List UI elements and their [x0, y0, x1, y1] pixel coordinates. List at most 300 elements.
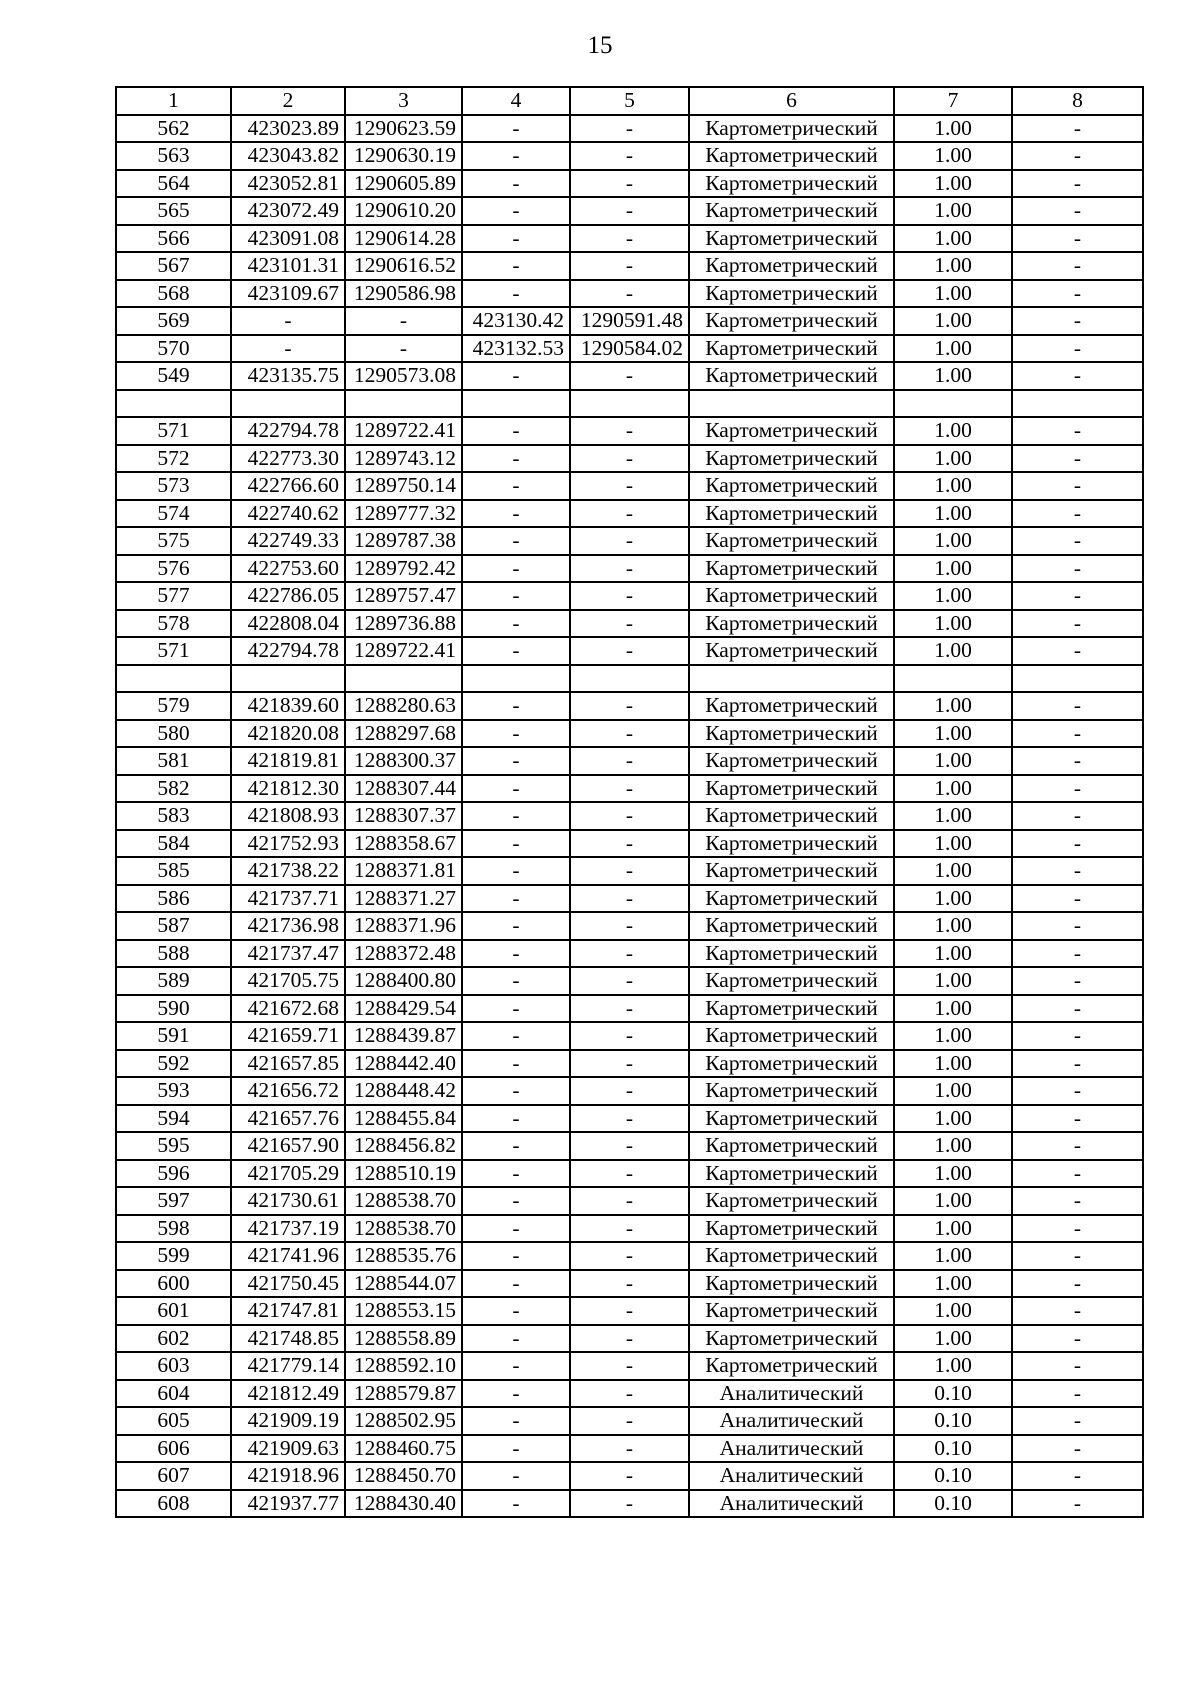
x-coordinate-cell: 423023.89 — [231, 115, 345, 143]
point-number-cell — [116, 390, 231, 418]
accuracy-cell: 1.00 — [894, 912, 1012, 940]
y-coordinate-cell: 1290610.20 — [345, 197, 462, 225]
table-header — [116, 87, 1143, 115]
table-row — [116, 335, 1143, 363]
accuracy-cell: 1.00 — [894, 445, 1012, 473]
method-cell: Аналитический — [689, 1490, 894, 1518]
point-number-cell: 598 — [116, 1215, 231, 1243]
table-row — [116, 115, 1143, 143]
point-number-cell: 592 — [116, 1050, 231, 1078]
table-row — [116, 555, 1143, 583]
x-alt-coordinate-cell: 423132.53 — [462, 335, 570, 363]
y-alt-coordinate-cell: - — [570, 802, 689, 830]
table-row — [116, 280, 1143, 308]
note-cell: - — [1012, 857, 1143, 885]
note-cell: - — [1012, 225, 1143, 253]
x-coordinate-cell: 423072.49 — [231, 197, 345, 225]
y-alt-coordinate-cell — [570, 390, 689, 418]
table-row — [116, 747, 1143, 775]
column-header: 1 — [116, 87, 231, 115]
y-coordinate-cell: 1288579.87 — [345, 1380, 462, 1408]
table-row — [116, 1132, 1143, 1160]
point-number-cell: 572 — [116, 445, 231, 473]
method-cell: Картометрический — [689, 1242, 894, 1270]
y-coordinate-cell: 1288372.48 — [345, 940, 462, 968]
column-header: 5 — [570, 87, 689, 115]
point-number-cell: 587 — [116, 912, 231, 940]
x-alt-coordinate-cell: - — [462, 802, 570, 830]
x-alt-coordinate-cell: - — [462, 1297, 570, 1325]
point-number-cell: 567 — [116, 252, 231, 280]
y-coordinate-cell: 1289777.32 — [345, 500, 462, 528]
accuracy-cell: 1.00 — [894, 1077, 1012, 1105]
point-number-cell: 564 — [116, 170, 231, 198]
table-row — [116, 252, 1143, 280]
x-coordinate-cell: 421839.60 — [231, 692, 345, 720]
method-cell: Картометрический — [689, 885, 894, 913]
note-cell: - — [1012, 527, 1143, 555]
y-coordinate-cell: - — [345, 335, 462, 363]
table-row — [116, 610, 1143, 638]
table-row — [116, 1325, 1143, 1353]
point-number-cell: 583 — [116, 802, 231, 830]
method-cell: Картометрический — [689, 940, 894, 968]
x-coordinate-cell: 421820.08 — [231, 720, 345, 748]
y-alt-coordinate-cell: 1290584.02 — [570, 335, 689, 363]
y-alt-coordinate-cell: - — [570, 857, 689, 885]
y-alt-coordinate-cell: - — [570, 1022, 689, 1050]
y-alt-coordinate-cell: - — [570, 225, 689, 253]
point-number-cell: 601 — [116, 1297, 231, 1325]
y-alt-coordinate-cell: - — [570, 1462, 689, 1490]
y-alt-coordinate-cell: - — [570, 1187, 689, 1215]
accuracy-cell: 1.00 — [894, 1050, 1012, 1078]
x-alt-coordinate-cell: - — [462, 1435, 570, 1463]
x-coordinate-cell: 421657.85 — [231, 1050, 345, 1078]
note-cell: - — [1012, 1187, 1143, 1215]
y-coordinate-cell: 1288448.42 — [345, 1077, 462, 1105]
x-alt-coordinate-cell: - — [462, 747, 570, 775]
y-alt-coordinate-cell: - — [570, 1077, 689, 1105]
point-number-cell: 590 — [116, 995, 231, 1023]
note-cell: - — [1012, 637, 1143, 665]
y-coordinate-cell: 1289722.41 — [345, 637, 462, 665]
x-coordinate-cell: 422749.33 — [231, 527, 345, 555]
x-alt-coordinate-cell: - — [462, 1050, 570, 1078]
accuracy-cell: 1.00 — [894, 802, 1012, 830]
table-row — [116, 1297, 1143, 1325]
accuracy-cell: 1.00 — [894, 500, 1012, 528]
accuracy-cell: 0.10 — [894, 1435, 1012, 1463]
accuracy-cell: 1.00 — [894, 1325, 1012, 1353]
x-coordinate-cell: 421705.29 — [231, 1160, 345, 1188]
x-alt-coordinate-cell: - — [462, 115, 570, 143]
y-coordinate-cell: 1288371.27 — [345, 885, 462, 913]
y-coordinate-cell: - — [345, 307, 462, 335]
y-alt-coordinate-cell: - — [570, 1105, 689, 1133]
y-coordinate-cell: 1288450.70 — [345, 1462, 462, 1490]
x-coordinate-cell: 422773.30 — [231, 445, 345, 473]
y-coordinate-cell: 1289743.12 — [345, 445, 462, 473]
y-alt-coordinate-cell: - — [570, 720, 689, 748]
accuracy-cell: 1.00 — [894, 1215, 1012, 1243]
x-coordinate-cell: 423135.75 — [231, 362, 345, 390]
accuracy-cell: 1.00 — [894, 252, 1012, 280]
note-cell: - — [1012, 967, 1143, 995]
point-number-cell: 588 — [116, 940, 231, 968]
note-cell: - — [1012, 1435, 1143, 1463]
table-row — [116, 225, 1143, 253]
note-cell: - — [1012, 142, 1143, 170]
table-row — [116, 500, 1143, 528]
accuracy-cell: 1.00 — [894, 1270, 1012, 1298]
x-coordinate-cell: 421657.90 — [231, 1132, 345, 1160]
method-cell: Картометрический — [689, 1325, 894, 1353]
note-cell: - — [1012, 197, 1143, 225]
x-coordinate-cell: 421812.49 — [231, 1380, 345, 1408]
note-cell: - — [1012, 1132, 1143, 1160]
note-cell: - — [1012, 1380, 1143, 1408]
table-row — [116, 940, 1143, 968]
x-alt-coordinate-cell: - — [462, 1077, 570, 1105]
coordinates-table — [115, 86, 1144, 1518]
x-alt-coordinate-cell: - — [462, 142, 570, 170]
method-cell: Картометрический — [689, 472, 894, 500]
y-alt-coordinate-cell: - — [570, 967, 689, 995]
x-alt-coordinate-cell: - — [462, 1105, 570, 1133]
table-row — [116, 830, 1143, 858]
y-coordinate-cell: 1290586.98 — [345, 280, 462, 308]
x-coordinate-cell: 421705.75 — [231, 967, 345, 995]
table-row — [116, 1022, 1143, 1050]
note-cell: - — [1012, 1077, 1143, 1105]
x-alt-coordinate-cell: - — [462, 1407, 570, 1435]
table-row — [116, 1077, 1143, 1105]
point-number-cell: 585 — [116, 857, 231, 885]
accuracy-cell: 1.00 — [894, 582, 1012, 610]
note-cell: - — [1012, 500, 1143, 528]
table-row — [116, 142, 1143, 170]
x-coordinate-cell: 421750.45 — [231, 1270, 345, 1298]
table-row — [116, 417, 1143, 445]
y-alt-coordinate-cell: - — [570, 1050, 689, 1078]
x-alt-coordinate-cell: - — [462, 362, 570, 390]
point-number-cell: 589 — [116, 967, 231, 995]
accuracy-cell: 1.00 — [894, 417, 1012, 445]
y-alt-coordinate-cell: - — [570, 610, 689, 638]
x-alt-coordinate-cell — [462, 390, 570, 418]
x-coordinate-cell: 421752.93 — [231, 830, 345, 858]
y-alt-coordinate-cell: - — [570, 527, 689, 555]
accuracy-cell: 1.00 — [894, 637, 1012, 665]
method-cell: Картометрический — [689, 1352, 894, 1380]
accuracy-cell — [894, 665, 1012, 693]
note-cell: - — [1012, 1160, 1143, 1188]
point-number-cell: 606 — [116, 1435, 231, 1463]
method-cell: Картометрический — [689, 555, 894, 583]
point-number-cell: 578 — [116, 610, 231, 638]
table-row — [116, 1105, 1143, 1133]
table-row — [116, 1435, 1143, 1463]
y-coordinate-cell: 1288460.75 — [345, 1435, 462, 1463]
y-alt-coordinate-cell: - — [570, 1160, 689, 1188]
table-row — [116, 445, 1143, 473]
point-number-cell: 570 — [116, 335, 231, 363]
accuracy-cell: 1.00 — [894, 307, 1012, 335]
x-coordinate-cell: 423052.81 — [231, 170, 345, 198]
point-number-cell: 581 — [116, 747, 231, 775]
method-cell: Аналитический — [689, 1380, 894, 1408]
y-coordinate-cell: 1288358.67 — [345, 830, 462, 858]
method-cell: Картометрический — [689, 720, 894, 748]
accuracy-cell: 1.00 — [894, 527, 1012, 555]
point-number-cell: 580 — [116, 720, 231, 748]
y-coordinate-cell: 1288297.68 — [345, 720, 462, 748]
y-coordinate-cell: 1288429.54 — [345, 995, 462, 1023]
accuracy-cell — [894, 390, 1012, 418]
table-row — [116, 1160, 1143, 1188]
note-cell: - — [1012, 1270, 1143, 1298]
note-cell: - — [1012, 1325, 1143, 1353]
table-row — [116, 857, 1143, 885]
table-row — [116, 1215, 1143, 1243]
y-coordinate-cell: 1288307.37 — [345, 802, 462, 830]
method-cell: Картометрический — [689, 225, 894, 253]
accuracy-cell: 1.00 — [894, 280, 1012, 308]
y-coordinate-cell — [345, 665, 462, 693]
accuracy-cell: 1.00 — [894, 830, 1012, 858]
note-cell: - — [1012, 1352, 1143, 1380]
x-coordinate-cell: 421918.96 — [231, 1462, 345, 1490]
note-cell: - — [1012, 445, 1143, 473]
note-cell: - — [1012, 720, 1143, 748]
x-alt-coordinate-cell: - — [462, 857, 570, 885]
point-number-cell: 593 — [116, 1077, 231, 1105]
note-cell — [1012, 390, 1143, 418]
point-number-cell: 565 — [116, 197, 231, 225]
y-coordinate-cell: 1290605.89 — [345, 170, 462, 198]
point-number-cell: 582 — [116, 775, 231, 803]
note-cell: - — [1012, 747, 1143, 775]
x-alt-coordinate-cell: - — [462, 197, 570, 225]
table-row — [116, 307, 1143, 335]
y-coordinate-cell: 1288535.76 — [345, 1242, 462, 1270]
y-coordinate-cell: 1290616.52 — [345, 252, 462, 280]
y-alt-coordinate-cell: - — [570, 362, 689, 390]
note-cell: - — [1012, 362, 1143, 390]
accuracy-cell: 1.00 — [894, 1242, 1012, 1270]
y-alt-coordinate-cell: - — [570, 197, 689, 225]
accuracy-cell: 0.10 — [894, 1490, 1012, 1518]
x-alt-coordinate-cell: - — [462, 1187, 570, 1215]
note-cell: - — [1012, 802, 1143, 830]
method-cell: Картометрический — [689, 775, 894, 803]
x-alt-coordinate-cell: - — [462, 252, 570, 280]
point-number-cell: 575 — [116, 527, 231, 555]
point-number-cell: 595 — [116, 1132, 231, 1160]
accuracy-cell: 1.00 — [894, 1105, 1012, 1133]
note-cell: - — [1012, 1215, 1143, 1243]
point-number-cell: 563 — [116, 142, 231, 170]
accuracy-cell: 1.00 — [894, 995, 1012, 1023]
x-coordinate-cell: 421737.19 — [231, 1215, 345, 1243]
y-coordinate-cell: 1288455.84 — [345, 1105, 462, 1133]
y-coordinate-cell: 1288371.81 — [345, 857, 462, 885]
table-row — [116, 912, 1143, 940]
accuracy-cell: 1.00 — [894, 1297, 1012, 1325]
method-cell: Картометрический — [689, 857, 894, 885]
x-coordinate-cell: 421737.47 — [231, 940, 345, 968]
accuracy-cell: 1.00 — [894, 115, 1012, 143]
accuracy-cell: 1.00 — [894, 747, 1012, 775]
x-coordinate-cell: 421747.81 — [231, 1297, 345, 1325]
table-row — [116, 197, 1143, 225]
x-coordinate-cell — [231, 665, 345, 693]
method-cell: Картометрический — [689, 830, 894, 858]
y-alt-coordinate-cell: - — [570, 885, 689, 913]
y-coordinate-cell: 1289792.42 — [345, 555, 462, 583]
point-number-cell: 599 — [116, 1242, 231, 1270]
accuracy-cell: 1.00 — [894, 885, 1012, 913]
x-alt-coordinate-cell: - — [462, 417, 570, 445]
x-alt-coordinate-cell: - — [462, 637, 570, 665]
x-alt-coordinate-cell: - — [462, 1242, 570, 1270]
x-coordinate-cell: 421736.98 — [231, 912, 345, 940]
method-cell: Картометрический — [689, 582, 894, 610]
y-alt-coordinate-cell: - — [570, 252, 689, 280]
point-number-cell: 568 — [116, 280, 231, 308]
method-cell: Картометрический — [689, 1022, 894, 1050]
method-cell: Картометрический — [689, 170, 894, 198]
accuracy-cell: 1.00 — [894, 775, 1012, 803]
x-alt-coordinate-cell: - — [462, 940, 570, 968]
point-number-cell: 571 — [116, 417, 231, 445]
method-cell: Аналитический — [689, 1407, 894, 1435]
x-coordinate-cell: 422794.78 — [231, 417, 345, 445]
x-coordinate-cell: 421937.77 — [231, 1490, 345, 1518]
y-coordinate-cell: 1290630.19 — [345, 142, 462, 170]
table-row — [116, 1380, 1143, 1408]
method-cell: Картометрический — [689, 417, 894, 445]
x-alt-coordinate-cell: - — [462, 967, 570, 995]
note-cell: - — [1012, 1297, 1143, 1325]
x-coordinate-cell: 422786.05 — [231, 582, 345, 610]
x-coordinate-cell: 421808.93 — [231, 802, 345, 830]
point-number-cell: 605 — [116, 1407, 231, 1435]
x-alt-coordinate-cell: - — [462, 280, 570, 308]
note-cell: - — [1012, 1050, 1143, 1078]
y-alt-coordinate-cell: - — [570, 775, 689, 803]
note-cell: - — [1012, 940, 1143, 968]
x-coordinate-cell — [231, 390, 345, 418]
accuracy-cell: 1.00 — [894, 857, 1012, 885]
method-cell: Картометрический — [689, 692, 894, 720]
method-cell: Картометрический — [689, 1297, 894, 1325]
x-alt-coordinate-cell: - — [462, 692, 570, 720]
y-coordinate-cell: 1289722.41 — [345, 417, 462, 445]
note-cell: - — [1012, 307, 1143, 335]
x-alt-coordinate-cell: - — [462, 995, 570, 1023]
note-cell: - — [1012, 417, 1143, 445]
y-alt-coordinate-cell: - — [570, 500, 689, 528]
accuracy-cell: 1.00 — [894, 170, 1012, 198]
x-coordinate-cell: 421909.19 — [231, 1407, 345, 1435]
note-cell: - — [1012, 115, 1143, 143]
x-coordinate-cell: 421779.14 — [231, 1352, 345, 1380]
x-alt-coordinate-cell: - — [462, 610, 570, 638]
y-alt-coordinate-cell: - — [570, 830, 689, 858]
method-cell — [689, 390, 894, 418]
table-row — [116, 967, 1143, 995]
x-coordinate-cell: 421657.76 — [231, 1105, 345, 1133]
method-cell: Картометрический — [689, 967, 894, 995]
y-coordinate-cell: 1288558.89 — [345, 1325, 462, 1353]
x-coordinate-cell: 422808.04 — [231, 610, 345, 638]
note-cell: - — [1012, 775, 1143, 803]
method-cell: Картометрический — [689, 362, 894, 390]
y-alt-coordinate-cell: - — [570, 170, 689, 198]
y-alt-coordinate-cell: - — [570, 582, 689, 610]
method-cell: Аналитический — [689, 1462, 894, 1490]
accuracy-cell: 1.00 — [894, 967, 1012, 995]
point-number-cell: 604 — [116, 1380, 231, 1408]
y-coordinate-cell — [345, 390, 462, 418]
column-header: 8 — [1012, 87, 1143, 115]
table-row — [116, 995, 1143, 1023]
y-coordinate-cell: 1288280.63 — [345, 692, 462, 720]
method-cell: Картометрический — [689, 995, 894, 1023]
x-alt-coordinate-cell: - — [462, 1022, 570, 1050]
method-cell: Картометрический — [689, 527, 894, 555]
method-cell: Картометрический — [689, 637, 894, 665]
y-alt-coordinate-cell: - — [570, 1325, 689, 1353]
method-cell: Картометрический — [689, 280, 894, 308]
x-coordinate-cell: 421656.72 — [231, 1077, 345, 1105]
y-coordinate-cell: 1288300.37 — [345, 747, 462, 775]
y-alt-coordinate-cell: - — [570, 280, 689, 308]
x-coordinate-cell: 421672.68 — [231, 995, 345, 1023]
accuracy-cell: 1.00 — [894, 225, 1012, 253]
y-coordinate-cell: 1289750.14 — [345, 472, 462, 500]
y-coordinate-cell: 1288538.70 — [345, 1215, 462, 1243]
y-coordinate-cell: 1288544.07 — [345, 1270, 462, 1298]
x-coordinate-cell: 421741.96 — [231, 1242, 345, 1270]
table-row — [116, 170, 1143, 198]
note-cell: - — [1012, 252, 1143, 280]
y-coordinate-cell: 1288371.96 — [345, 912, 462, 940]
note-cell: - — [1012, 912, 1143, 940]
method-cell: Картометрический — [689, 1187, 894, 1215]
x-alt-coordinate-cell: - — [462, 1490, 570, 1518]
accuracy-cell: 1.00 — [894, 720, 1012, 748]
accuracy-cell: 1.00 — [894, 1132, 1012, 1160]
accuracy-cell: 0.10 — [894, 1380, 1012, 1408]
y-coordinate-cell: 1289787.38 — [345, 527, 462, 555]
y-coordinate-cell: 1288430.40 — [345, 1490, 462, 1518]
x-alt-coordinate-cell: - — [462, 1270, 570, 1298]
x-coordinate-cell: 422740.62 — [231, 500, 345, 528]
x-alt-coordinate-cell: - — [462, 472, 570, 500]
x-coordinate-cell: 421659.71 — [231, 1022, 345, 1050]
note-cell: - — [1012, 1462, 1143, 1490]
method-cell: Картометрический — [689, 802, 894, 830]
point-number-cell: 571 — [116, 637, 231, 665]
table-row — [116, 885, 1143, 913]
x-alt-coordinate-cell: - — [462, 1352, 570, 1380]
point-number-cell: 562 — [116, 115, 231, 143]
x-alt-coordinate-cell: - — [462, 1462, 570, 1490]
x-alt-coordinate-cell: - — [462, 225, 570, 253]
